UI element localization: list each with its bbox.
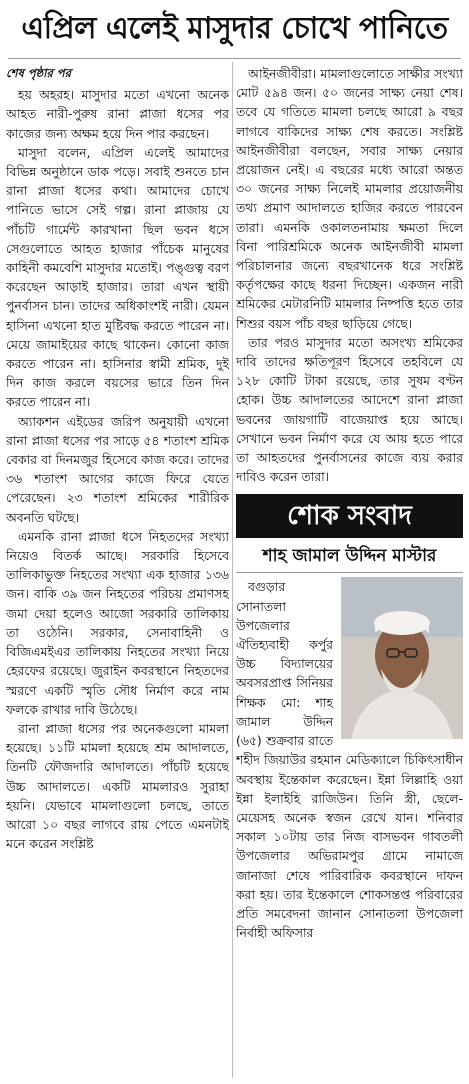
headline-divider [8,58,461,59]
left-article-column [6,64,229,1080]
right-article-column [236,64,463,1080]
article-paragraph: তার পরও মাসুদার মতো অসংখ্য শ্রমিকের দাবি তাদের ক্ষতিপূরণ হিসেবে তহবিলে যে ১২৮ কোটি টাকা রয়েছে, তার সুষম বণ্টন হোক। উচ্চ আদালতের আদেশে রানা প্লাজা ভবনের জায়গাটি বাজেয়াপ্ত হয়ে আছে। সেখানে ভবন নির্মাণ করে যে আয় হতে পারে তা আহতদের পুনর্বাসনের কাজে ব্যয় করার দাবিও করেন তারা। [236,334,463,485]
obituary-body [236,577,463,942]
article-paragraph: মাসুদা বলেন, এপ্রিল এলেই আমাদের বিভিন্ন অনুষ্ঠানে ডাক পড়ে। সবাই শুনতে চান রানা প্লাজা ধসের কথা। আমাদের চোখে পানিতে ভাসে সেই গল্প। রানা প্লাজায় যে পাঁচটি গার্মেন্ট কারখানা ছিল ভবন ধসে সেগুলোতে আহত হাজার পাঁচেক মানুষের কাহিনী কমবেশি মাসুদার মতোই। পঙ্গুত্ব বরণ করেছেন আড়াই হাজার। তারা এখন স্থায়ী পুনর্বাসন চান। তাদের অধিকাংশই নারী। যেমন হাসিনা এখনো হাত মুষ্টিবদ্ধ করতে পারেন না। মেয়ে জামাইয়ের কাছে থাকেন। কোনো কাজ করতে পারেন না। হাসিনার স্বামী শ্রমিক, দুই দিন কাজ করলে বয়সের ভারে তিন দিন করতে পারেন না। [6,144,229,410]
obituary-text: বগুড়ার সোনাতলা উপজেলার ঐতিহ্যবাহী কর্পুর উচ্চ বিদ্যালয়ের অবসরপ্রাপ্ত সিনিয়র শিক্ষক মো: শাহ জামাল উদ্দিন (৬৫) শুক্রবার রাতে শহীদ জিয়াউর রহমান মেডিক্যালে চিকিৎসাধীন অবস্থায় ইন্তেকাল করেছেন। ইন্না লিল্লাহি ওয়া ইন্না ইলাইহি রাজিউন। তিনি স্ত্রী, ছেলে-মেয়েসহ অনেক স্বজন রেখে যান। শনিবার সকাল ১০টায় তার নিজ বাসভবন গাবতলী উপজেলার অভিরামপুর গ্রামে নামাজে জানাজা শেষে পারিবারিক কবরস্থানে দাফন করা হয়। তার ইন্তেকালে শোকসন্তপ্ত পরিবারের প্রতি সমবেদনা জানান সোনাতলা উপজেলা নির্বাহী অফিসার [236,579,463,941]
page-headline: এপ্রিল এলেই মাসুদার চোখে পানিতে [21,11,448,46]
article-paragraph: অ্যাকশন এইডের জরিপ অনুযায়ী এখনো রানা প্লাজা ধসের পর সাড়ে ৫৪ শতাংশ শ্রমিক বেকার বা দিনমজুর হিসেবে কাজ করে। তাদের ৩৬ শতাংশ আগের কাজে ফিরে যেতে পেরেছেন। ২৩ শতাংশ শ্রমিকের শারীরিক অবনতি ঘটছে। [6,413,229,525]
continued-label: শেষ পৃষ্ঠার পর [6,66,71,80]
obituary-banner: শোক সংবাদ [236,494,463,538]
article-paragraph: রানা প্লাজা ধসের পর অনেকগুলো মামলা হয়েছে। ১১টি মামলা হয়েছে শ্রম আদালতে, তিনটি ফৌজদারি আদালতে। পাঁচটি হয়েছে উচ্চ আদালতে। একটি মামলারও সুরাহা হয়নি। যেভাবে মামলাগুলো চলছে, তাতে আরো ১০ বছর লাগবে রায় পেতে এমনটাই মনে করেন সংশ্লিষ্ট [6,720,229,852]
obituary-name: শাহ জামাল উদ্দিন মাস্টার [236,544,463,573]
article-paragraph: আইনজীবীরা। মামলাগুলোতে সাক্ষীর সংখ্যা মোট ৫৯৪ জন। ৫০ জনের সাক্ষ্য নেয়া শেষ। তবে যে গতিতে মামলা চলছে আরো ৯ বছর লাগবে বাকিদের সাক্ষ্য শেষ করতে। সংশ্লিষ্ট আইনজীবীরা বলছেন, সবার সাক্ষ্য নেয়ার প্রয়োজন নেই। এ বছরের মধ্যে আরো অন্তত ৩০ জনের সাক্ষ্য নিলেই মামলার প্রয়োজনীয় তথ্য প্রমাণ আদালতে হাজির করতে পারবেন তারা। এমনকি ওকালতনামায় ক্ষমতা দিলে বিনা পারিশ্রমিকে অনেক আইনজীবী মামলা পরিচালনার জন্যে বছরখানেক ধরে সংশ্লিষ্ট কর্তৃপক্ষের কাছে ধরনা দিচ্ছেন। একজন নারী শ্রমিকের মেটারনিটি মামলার নিষ্পত্তি হতে তার শিশুর বয়স পাঁচ বছর ছাড়িয়ে গেছে। [236,66,463,331]
article-paragraph: এমনকি রানা প্লাজা ধসে নিহতদের সংখ্যা নিয়েও বিতর্ক আছে। সরকারি হিসেবে তালিকাভুক্ত নিহতের সংখ্যা এক হাজার ১৩৬ জন। বাকি ৩৯ জন নিহতের পরিচয় প্রমাণসহ জমা দেয়া হলেও আজো সরকারি তালিকায় তা ওঠেনি। সরকার, সেনাবাহিনী ও বিজিএমইএর তালিকায় নিহতের সংখ্যা নিয়ে হেরফের রয়েছে। জুরাইন কবরস্থানে নিহতদের স্মরণে একটি স্মৃতি সৌধ নির্মাণ করে নাম ফলকে রাখার দাবি উঠেছে। [6,528,229,717]
portrait-illustration [341,577,463,739]
article-paragraph: হয় অহরহ। মাসুদার মতো এখনো অনেক আহত নারী-পুরুষ রানা প্লাজা ধসের পর কাজের জন্য অক্ষম হয়ে দিন পার করছেন। [6,87,229,141]
obituary-portrait-photo [341,577,463,739]
column-divider [232,62,233,1078]
